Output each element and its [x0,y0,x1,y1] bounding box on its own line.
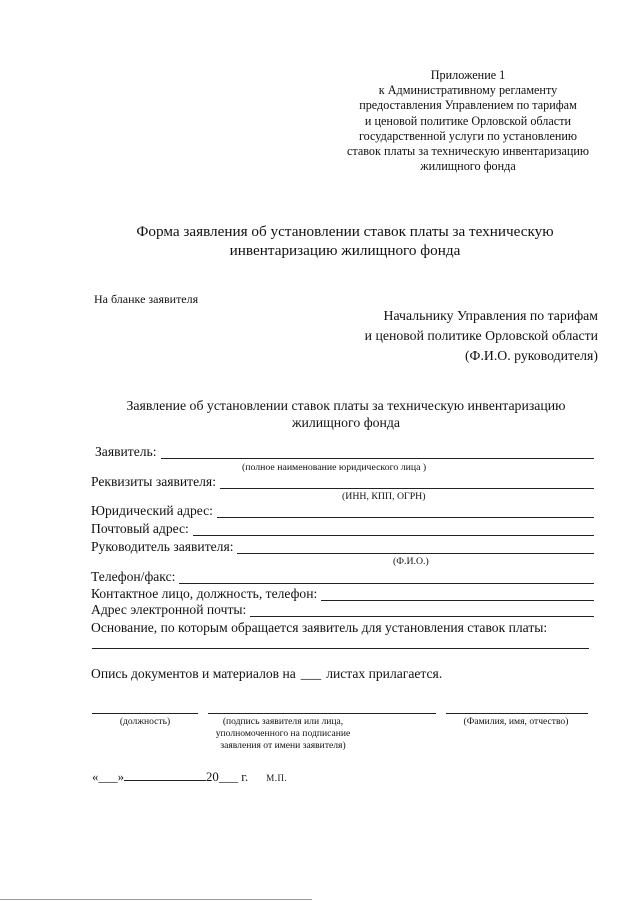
appendix-line: и ценовой политике Орловской области [364,113,572,128]
full-name-caption: (Фамилия, имя, отчество) [463,716,569,727]
addressee-block [330,306,598,366]
requisites-row [91,474,594,489]
appendix-line: государственной услуги по установлению [358,128,578,143]
phone-fax-row [91,569,594,584]
inventory-suffix: листах прилагается. [326,666,443,681]
appendix-line: предоставления Управлением по тарифам [359,98,577,113]
inventory-prefix: Опись документов и материалов на [91,666,296,681]
statement-title-line: Заявление об установлении ставок платы за техническую инвентаризацию [126,398,566,413]
basis-input-line[interactable] [92,648,589,649]
form-title-line: инвентаризацию жилищного фонда [229,242,461,259]
head-row [91,539,594,554]
basis-label: Основание, по которым обращается заявитель для установления ставок платы: [91,620,548,635]
day-blank[interactable]: ___ [98,770,118,784]
applicant-row [95,444,594,459]
position-signature-line[interactable] [92,713,198,714]
statement-title-line: жилищного фонда [291,414,401,430]
signature-line[interactable] [208,713,436,714]
requisites-label: Реквизиты заявителя: [91,474,216,489]
phone-fax-input-line[interactable] [179,572,594,584]
year-prefix: 20 [206,770,219,784]
appendix-header [330,68,606,174]
legal-address-row [91,503,594,518]
applicant-label: Заявитель: [95,444,157,459]
addressee-line: Начальнику Управления по тарифам [383,308,598,323]
year-blank[interactable]: ___ [218,770,239,784]
appendix-line: к Административному регламенту [378,83,558,98]
full-name-signature-line[interactable] [446,713,588,714]
postal-address-label: Почтовый адрес: [91,521,189,536]
requisites-hint: (ИНН, КПП, ОГРН) [342,491,426,502]
letterhead-note: На бланке заявителя [94,292,199,306]
contact-person-input-line[interactable] [321,589,594,601]
date-close-quote: » [117,770,125,784]
head-label: Руководитель заявителя: [91,539,234,554]
inventory-row [91,666,594,681]
appendix-line: ставок платы за техническую инвентаризацию [346,144,590,159]
signature-caption [208,716,358,752]
position-caption: (должность) [119,716,171,727]
legal-address-input-line[interactable] [217,506,594,518]
addressee-line: (Ф.И.О. руководителя) [464,348,598,363]
applicant-hint: (полное наименование юридического лица ) [242,462,427,473]
inventory-sheets-blank[interactable]: ___ [300,666,322,681]
email-input-line[interactable] [250,605,594,617]
date-open-quote: « [92,770,99,784]
date-row [92,770,287,785]
postal-address-row [91,521,594,536]
page-edge-line [0,899,312,900]
contact-person-row [91,586,594,601]
head-hint: (Ф.И.О.) [393,556,429,567]
appendix-line: Приложение 1 [430,68,506,82]
signature-caption-line: уполномоченного на подписание [215,728,351,739]
contact-person-label: Контактное лицо, должность, телефон: [91,586,318,601]
month-blank[interactable] [124,770,206,781]
phone-fax-label: Телефон/факс: [91,569,176,584]
head-input-line[interactable] [237,542,594,554]
form-title-line: Форма заявления об установлении ставок платы за техническую [136,223,554,240]
addressee-line: и ценовой политике Орловской области [364,328,598,343]
signature-caption-line: заявления от имени заявителя) [220,740,346,751]
year-suffix: г. [238,770,249,784]
applicant-input-line[interactable] [161,447,594,459]
statement-title [96,398,596,431]
appendix-line: жилищного фонда [420,159,516,174]
stamp-place: М.П. [266,773,288,783]
email-row [91,602,594,617]
postal-address-input-line[interactable] [193,524,594,536]
form-title [100,222,590,260]
requisites-input-line[interactable] [220,477,594,489]
email-label: Адрес электронной почты: [91,602,247,617]
basis-row [91,620,594,635]
legal-address-label: Юридический адрес: [91,503,213,518]
signature-caption-line: (подпись заявителя или лица, [222,716,344,727]
